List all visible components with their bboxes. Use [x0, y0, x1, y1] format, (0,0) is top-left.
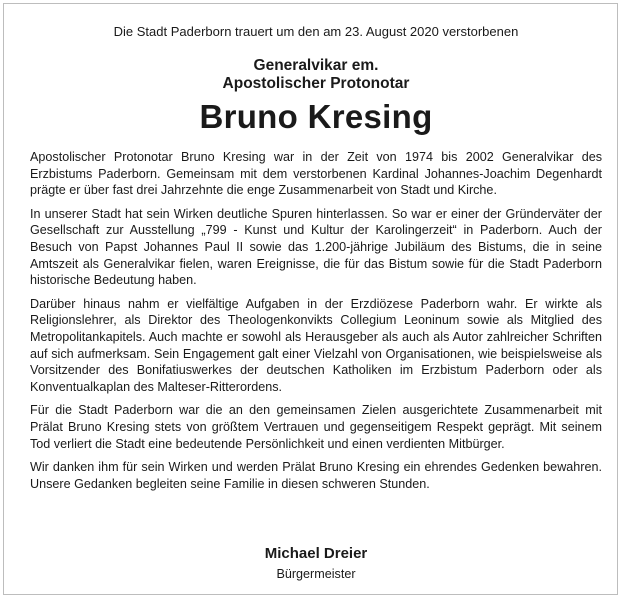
paragraph-5: Wir danken ihm für sein Wirken und werden Prälat Bruno Kresing ein ehrendes Gedenken bewahren. Unsere Gedanken begleiten seine Familie in diesen schweren Stunden. [30, 460, 602, 491]
title-line-1: Generalvikar em. [253, 57, 379, 74]
signer-name: Michael Dreier [264, 545, 368, 562]
obituary-notice [3, 3, 618, 595]
deceased-name: Bruno Kresing [199, 98, 433, 135]
notice-body [30, 149, 602, 499]
intro-line: Die Stadt Paderborn trauert um den am 23. August 2020 verstorbenen [113, 24, 519, 39]
paragraph-1: Apostolischer Protonotar Bruno Kresing war in der Zeit von 1974 bis 2002 Generalvikar des Erzbistums Paderborn. Gemeinsam mit dem verstorbenen Kardinal Johannes-Joachim Degenhardt prägte er über fast drei Jahrzehnte die enge Zusammenarbeit von Stadt und Kirche. [30, 150, 602, 198]
title-line-2: Apostolischer Protonotar [222, 75, 410, 92]
paragraph-3: Darüber hinaus nahm er vielfältige Aufgaben in der Erzdiözese Paderborn wahr. Er wirkte als Religionslehrer, als Direktor des Theologenkonvikts Collegium Leoninum sowie als Mitglied des Metropolitankapitels. Auch machte er sowohl als Herausgeber als auch als Autor zahlreicher Schriften auf sich aufmerksam. Sein Engagement galt einer Vielzahl von Organisationen, wie beispielsweise als Vorsitzender des Bonifatiuswerkes der deutschen Katholiken im Erzbistum Paderborn oder als Konventualkaplan des Malteser-Ritterordens. [30, 296, 602, 394]
signer-role: Bürgermeister [276, 567, 356, 581]
paragraph-2: In unserer Stadt hat sein Wirken deutliche Spuren hinterlassen. So war er einer der Gründerväter der Gesellschaft zur Ausstellung „799 - Kunst und Kultur der Karolingerzeit“ in Paderborn. Auch der Besuch von Papst Johannes Paul II sowie das 1.200-jährige Jubiläum des Bistums, die in seine Amtszeit als Generalvikar fielen, waren Ereignisse, die für das Bistum sowie für die Stadt Paderborn historische Bedeutung haben. [30, 206, 602, 288]
paragraph-4: Für die Stadt Paderborn war die an den gemeinsamen Zielen ausgerichtete Zusammenarbeit mit Prälat Bruno Kresing stets von größtem Vertrauen und gegenseitigem Respekt geprägt. Mit seinem Tod verliert die Stadt eine bedeutende Persönlichkeit und einen verdienten Mitbürger. [30, 403, 602, 451]
